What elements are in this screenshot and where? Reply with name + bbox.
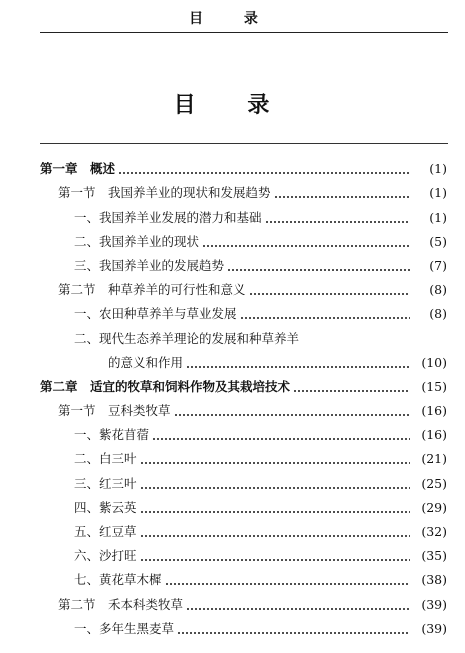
dot-leader <box>249 293 410 295</box>
subsection-entry[interactable] <box>0 251 465 275</box>
dot-leader <box>240 317 410 319</box>
dot-leader <box>186 608 410 610</box>
section-entry[interactable] <box>0 275 465 299</box>
page-number: (5) <box>429 233 447 249</box>
dot-leader <box>174 414 410 416</box>
dot-leader <box>118 172 410 174</box>
page-number: (29) <box>421 499 447 515</box>
subsection-entry[interactable] <box>0 444 465 468</box>
dot-leader <box>140 462 410 464</box>
entry-label: 三、红三叶 <box>74 475 137 491</box>
page-number: (1) <box>429 209 447 225</box>
subsection-entry[interactable] <box>0 420 465 444</box>
dot-leader <box>293 390 410 392</box>
subsection-entry[interactable] <box>0 299 465 323</box>
page-number: (35) <box>421 548 447 564</box>
dot-leader <box>227 269 410 271</box>
entry-label: 四、紫云英 <box>74 499 137 515</box>
chapter-entry[interactable] <box>0 154 465 178</box>
page-number: (16) <box>421 427 447 443</box>
section-entry[interactable] <box>0 589 465 613</box>
header-rule <box>40 32 448 33</box>
table-of-contents <box>0 154 465 638</box>
page-title: 目 录 <box>173 92 292 118</box>
dot-leader <box>140 559 410 561</box>
page-number: (8) <box>429 282 447 298</box>
page-number: (1) <box>429 161 447 177</box>
page-number: (39) <box>421 620 447 636</box>
entry-label: 第二章 适宜的牧草和饲料作物及其栽培技术 <box>40 378 291 394</box>
entry-label: 第二节 禾本科类牧草 <box>58 596 184 612</box>
chapter-entry[interactable] <box>0 372 465 396</box>
entry-label: 六、沙打旺 <box>74 548 137 564</box>
page-number: (21) <box>421 451 447 467</box>
dot-leader <box>265 221 410 223</box>
running-header: 目 录 <box>189 11 276 27</box>
entry-label: 二、我国养羊业的现状 <box>74 233 200 249</box>
dot-leader <box>274 196 410 198</box>
subsection-entry[interactable] <box>0 323 465 347</box>
page-number: (15) <box>421 378 447 394</box>
title-rule <box>40 143 448 144</box>
page-number: (38) <box>421 572 447 588</box>
subsection-entry[interactable] <box>0 565 465 589</box>
dot-leader <box>165 583 410 585</box>
subsection-entry[interactable] <box>0 541 465 565</box>
subsection-entry[interactable] <box>0 227 465 251</box>
page-number: (1) <box>429 185 447 201</box>
dot-leader <box>152 438 410 440</box>
entry-label: 一、我国养羊业发展的潜力和基础 <box>74 209 262 225</box>
page-number: (25) <box>421 475 447 491</box>
continuation-entry[interactable] <box>0 348 465 372</box>
section-entry[interactable] <box>0 396 465 420</box>
dot-leader <box>186 366 410 368</box>
page-number: (10) <box>421 354 447 370</box>
entry-label: 一、紫花苜蓿 <box>74 427 150 443</box>
entry-label: 的意义和作用 <box>108 354 184 370</box>
page-number: (7) <box>429 257 447 273</box>
entry-label: 七、黄花草木樨 <box>74 572 162 588</box>
entry-label: 第一节 我国养羊业的现状和发展趋势 <box>58 185 271 201</box>
entry-label: 二、白三叶 <box>74 451 137 467</box>
dot-leader <box>140 535 410 537</box>
page-number: (8) <box>429 306 447 322</box>
dot-leader <box>140 487 410 489</box>
page-number: (39) <box>421 596 447 612</box>
entry-label: 第二节 种草养羊的可行性和意义 <box>58 282 246 298</box>
page-number: (32) <box>421 524 447 539</box>
subsection-entry[interactable] <box>0 202 465 226</box>
subsection-entry[interactable] <box>0 468 465 492</box>
subsection-entry[interactable] <box>0 614 465 638</box>
subsection-entry[interactable] <box>0 517 465 541</box>
dot-leader <box>140 511 410 513</box>
dot-leader <box>202 245 410 247</box>
entry-label: 二、现代生态养羊理论的发展和种草养羊 <box>74 330 300 346</box>
entry-label: 三、我国养羊业的发展趋势 <box>74 257 225 273</box>
entry-label: 第一节 豆科类牧草 <box>58 403 171 419</box>
entry-label: 第一章 概述 <box>40 161 116 177</box>
page-number: (16) <box>421 403 447 419</box>
entry-label: 一、多年生黑麦草 <box>74 620 175 636</box>
entry-label: 五、红豆草 <box>74 524 137 539</box>
section-entry[interactable] <box>0 178 465 202</box>
dot-leader <box>177 632 410 634</box>
entry-label: 一、农田种草养羊与草业发展 <box>74 306 237 322</box>
subsection-entry[interactable] <box>0 493 465 517</box>
